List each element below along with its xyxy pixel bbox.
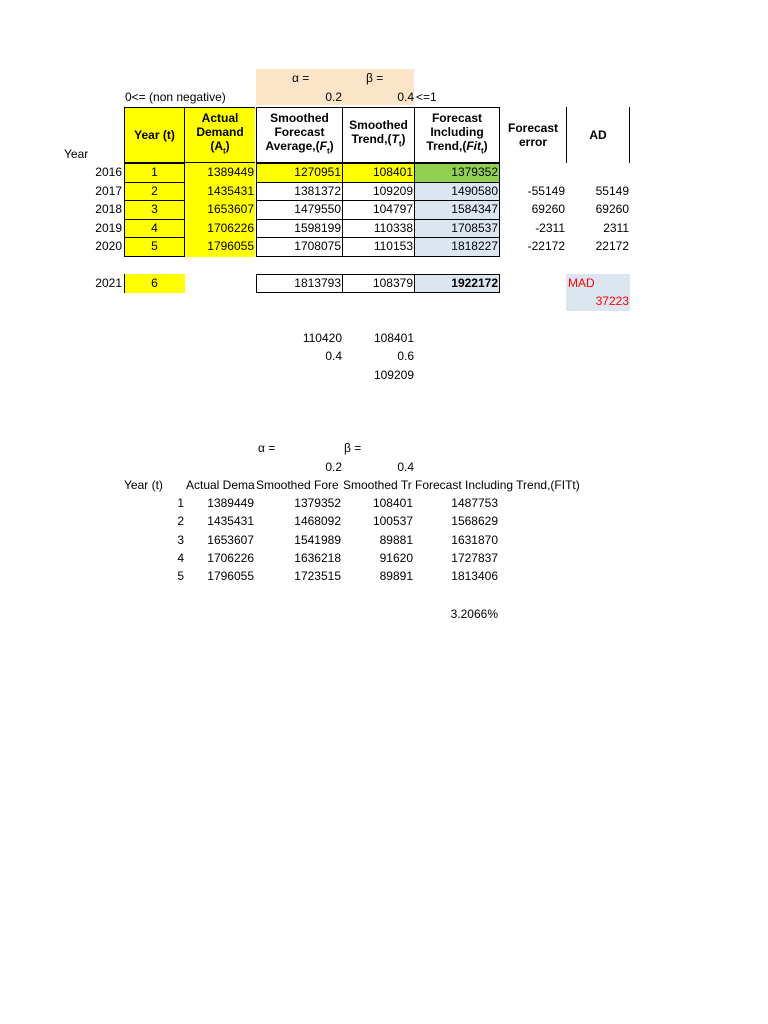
row-year: 2020 [95,239,122,253]
t2-header-smoothed-forecast: Smoothed Fore [256,478,339,492]
calc-b3[interactable]: 109209 [373,368,414,382]
row-t: 4 [151,221,158,235]
header-divider-1 [566,107,567,163]
beta-value[interactable]: 0.4 [397,90,414,104]
row-t: 1 [151,165,158,179]
t2-row-tr[interactable]: 91620 [379,551,413,565]
header-smoothed-forecast: Smoothed Forecast $Average,(F_t)$ [256,107,343,163]
t2-header-actual: Actual Dema [186,478,255,492]
row-ad[interactable]: 55149 [595,184,629,198]
row-ad[interactable]: 2311 [603,221,629,235]
t2-row-fit[interactable]: 1813406 [451,569,498,583]
calc-a2[interactable]: 0.4 [325,349,342,363]
header-forecast-error: Forecast error [507,121,559,149]
forecast-year: 2021 [95,276,122,290]
t2-row-tr[interactable]: 89891 [379,569,413,583]
row-fit[interactable]: 1490580 [451,184,498,198]
header-year-t: Year (t) [124,107,185,163]
t2-row-f[interactable]: 1636218 [294,551,341,565]
t2-header-smoothed-trend: Smoothed Tr [343,478,412,492]
row-actual[interactable]: 1435431 [207,184,254,198]
calc-b2[interactable]: 0.6 [397,349,414,363]
row-fit[interactable]: 1708537 [451,221,498,235]
t2-row-actual[interactable]: 1389449 [207,496,254,510]
row-fit[interactable]: 1379352 [451,165,498,179]
mad-value[interactable]: 37223 [595,294,629,308]
row-year: 2019 [95,221,122,235]
t2-row-tr[interactable]: 89881 [379,533,413,547]
calc-a1[interactable]: 110420 [302,331,342,345]
t2-row-fit[interactable]: 1487753 [451,496,498,510]
t2-row-f[interactable]: 1723515 [294,569,341,583]
row-f[interactable]: 1479550 [294,202,341,216]
mad-label: MAD [568,276,595,290]
header-ad: AD [589,128,607,142]
header-actual-demand: Actual Demand $(A_t)$ [185,107,255,163]
alpha-value[interactable]: 0.2 [325,90,342,104]
t2-row-f[interactable]: 1541989 [294,533,341,547]
alpha-label-2: α = [258,441,276,455]
alpha-label: α = [292,71,310,85]
header-divider-2 [629,107,630,163]
t2-row-fit[interactable]: 1568629 [451,514,498,528]
t2-percent[interactable]: 3.2066% [450,607,498,621]
row-t: 2 [151,184,158,198]
row-t: 5 [151,239,158,253]
t2-row-f[interactable]: 1468092 [294,514,341,528]
row-f[interactable]: 1708075 [294,239,341,253]
row-error[interactable]: -22172 [527,239,565,253]
row-tr[interactable]: 108401 [372,165,413,179]
forecast-tr[interactable]: 108379 [372,276,413,290]
nonneg-label: 0<= (non negative) [125,90,226,104]
t2-row-actual[interactable]: 1796055 [207,569,254,583]
t2-header-year: Year (t) [124,478,163,492]
t2-row-t[interactable]: 3 [177,533,184,547]
row-f[interactable]: 1381372 [294,184,341,198]
row-fit[interactable]: 1584347 [451,202,498,216]
row-f[interactable]: 1598199 [294,221,341,235]
header-fit: Forecast Including Trend,(Fit$_t$) [414,107,500,163]
row-actual[interactable]: 1653607 [207,202,254,216]
t2-row-fit[interactable]: 1631870 [451,533,498,547]
row-actual[interactable]: 1706226 [207,221,254,235]
row-t: 3 [151,202,158,216]
forecast-f[interactable]: 1813793 [294,276,341,290]
beta-value-2[interactable]: 0.4 [397,460,414,474]
header-smoothed-trend: Smoothed $Trend,(T_t)$ [342,107,415,163]
t2-row-actual[interactable]: 1653607 [207,533,254,547]
t2-row-t[interactable]: 2 [177,514,184,528]
forecast-fit[interactable]: 1922172 [451,276,498,290]
forecast-t: 6 [151,276,158,290]
row-ad[interactable] [566,163,629,181]
row-error[interactable]: -2311 [535,221,565,235]
row-year: 2017 [95,184,122,198]
t2-row-f[interactable]: 1379352 [294,496,341,510]
row-actual[interactable]: 1796055 [207,239,254,253]
row-tr[interactable]: 110153 [373,239,413,253]
row-tr[interactable]: 109209 [372,184,413,198]
t2-header-fit: Forecast Including Trend,(FITt) [415,478,580,492]
t2-row-t[interactable]: 4 [177,551,184,565]
row-ad[interactable]: 22172 [595,239,629,253]
t2-row-t[interactable]: 1 [177,496,184,510]
beta-label-2: β = [344,441,362,455]
year-label: Year [64,147,89,161]
calc-b1[interactable]: 108401 [373,331,414,345]
t2-row-t[interactable]: 5 [177,569,184,583]
row-ad[interactable]: 69260 [595,202,629,216]
row-f[interactable]: 1270951 [294,165,341,179]
t2-row-fit[interactable]: 1727837 [451,551,498,565]
row-tr[interactable]: 110338 [373,221,413,235]
le1-label: <=1 [416,90,437,104]
row-year: 2016 [95,165,122,179]
alpha-value-2[interactable]: 0.2 [325,460,342,474]
row-error[interactable]: -55149 [527,184,565,198]
t2-row-actual[interactable]: 1706226 [207,551,254,565]
t2-row-tr[interactable]: 100537 [372,514,413,528]
row-year: 2018 [95,202,122,216]
t2-row-tr[interactable]: 108401 [372,496,413,510]
row-error[interactable]: 69260 [531,202,565,216]
t2-row-actual[interactable]: 1435431 [207,514,254,528]
row-tr[interactable]: 104797 [372,202,413,216]
beta-label: β = [366,71,384,85]
row-fit[interactable]: 1818227 [451,239,498,253]
row-error[interactable] [500,163,565,181]
row-actual[interactable]: 1389449 [207,165,254,179]
